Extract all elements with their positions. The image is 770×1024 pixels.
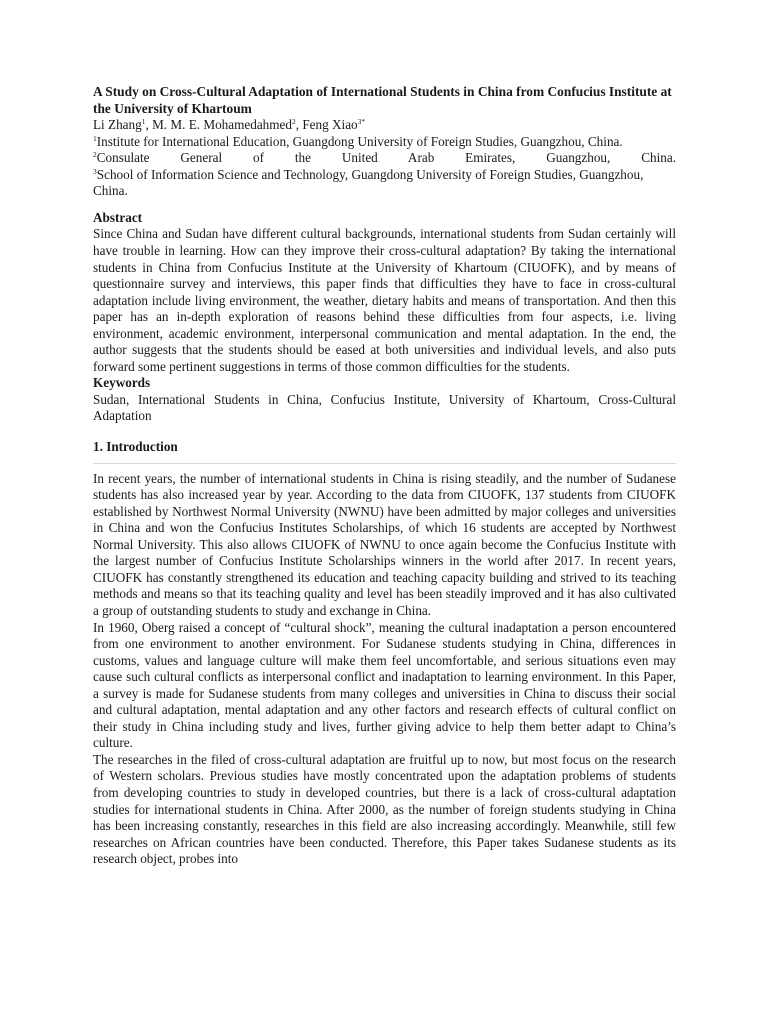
affiliation-2 xyxy=(93,150,676,167)
affiliation-mark: 3 xyxy=(93,166,97,176)
intro-paragraph: In recent years, the number of international students in China is rising steadily, and the number of Sudanese students has also increased year by year. According to the data from CIUOFK, 137 students from CIUOFK established by Northwest Normal University (NWNU) have been admitted by major colleges and universities in China and won the Confucius Institutes Scholarships, of which 16 students are accepted by Northwest Normal University. This also allows CIUOFK of NWNU to once again become the Confucius Institute with the largest number of Confucius Institute Scholarships winners in the world after 2017. In recent years, CIUOFK has constantly strengthened its education and teaching capacity building and strived to its teaching methods and means so that its teaching quality and level has been steadily improved and it has also cultivated a group of outstanding students to study and exchange in China. xyxy=(93,470,676,618)
author-affil-mark: 2 xyxy=(291,117,296,127)
author-list xyxy=(93,117,676,134)
section-divider xyxy=(93,463,676,464)
affiliation-mark: 2 xyxy=(93,150,97,160)
introduction-heading: 1. Introduction xyxy=(93,439,178,455)
author-separator: , xyxy=(295,117,303,133)
abstract-heading: Abstract xyxy=(93,209,143,225)
affiliation-text: Institute for International Education, Guangdong University of Foreign Studies, Guangzhou, China. xyxy=(96,133,623,149)
abstract-text: Since China and Sudan have different cultural backgrounds, international students from Sudan certainly will have trouble in learning. How can they improve their cross-cultural adaptation? By taking the international students in China from Confucius Institute at the University of Khartoum (CIUOFK), and by means of questionnaire survey and interviews, this paper finds that difficulties they have to face in cross-cultural adaptation include living environment, the weather, dietary habits and means of transportation. And then this paper has an in-depth exploration of reasons behind these difficulties from four aspects, i.e. living environment, academic environment, interpersonal communication and mental adaptation. In the end, the author suggests that the students should be eased at both universities and individual levels, and also puts forward some pertinent suggestions in terms of those common difficulties for the students. xyxy=(93,226,676,374)
author-name: Feng Xiao xyxy=(302,117,358,133)
paper-title: A Study on Cross-Cultural Adaptation of International Students in China from Confucius Institute at the University of Khartoum xyxy=(93,84,672,116)
affiliation-3 xyxy=(93,167,676,200)
affiliation-1 xyxy=(93,134,676,151)
intro-paragraph: In 1960, Oberg raised a concept of “cultural shock”, meaning the cultural inadaptation a person encountered from one environment to another environment. For Sudanese students studying in China, differences in customs, values and language culture will make them feel uncomfortable, and serious situations even may cause such cultural conflicts as interpersonal conflict and inadaptation to learning environment. In this Paper, a survey is made for Sudanese students from many colleges and universities in China to discuss their social and cultural adaptation, mental adaptation and any other factors and research effects of cultural conflict on their study in China including study and lives, further giving advice to help them better adapt to China’s culture. xyxy=(93,619,676,751)
keywords-text: Sudan, International Students in China, Confucius Institute, University of Khartoum, Cross-Cultural Adaptation xyxy=(93,391,676,424)
author-name: M. M. E. Mohamedahmed xyxy=(152,117,292,133)
author-separator: , xyxy=(145,117,153,133)
keywords-heading: Keywords xyxy=(93,375,151,391)
author-name: Li Zhang xyxy=(93,117,142,133)
author-affil-mark: 3* xyxy=(357,117,366,127)
affiliation-mark: 1 xyxy=(93,133,97,143)
author-affil-mark: 1 xyxy=(141,117,146,127)
affiliation-text: Consulate General of the United Arab Emirates, Guangzhou, China. xyxy=(96,150,676,166)
intro-paragraph: The researches in the filed of cross-cultural adaptation are fruitful up to now, but most focus on the research of Western scholars. Previous studies have mostly concentrated upon the adaptation problems of students from developing countries to study in developed countries, but there is a lack of cross-cultural adaptation studies for international students in China. After 2000, as the number of foreign students studying in China has been increasing constantly, researches in this field are also increasing accordingly. Meanwhile, still few researches on African countries have been conducted. Therefore, this Paper takes Sudanese students as its research object, probes into xyxy=(93,751,676,867)
affiliation-text: School of Information Science and Technology, Guangdong University of Foreign Studies, Guangzhou, China. xyxy=(93,166,644,199)
paper-page xyxy=(93,84,676,868)
